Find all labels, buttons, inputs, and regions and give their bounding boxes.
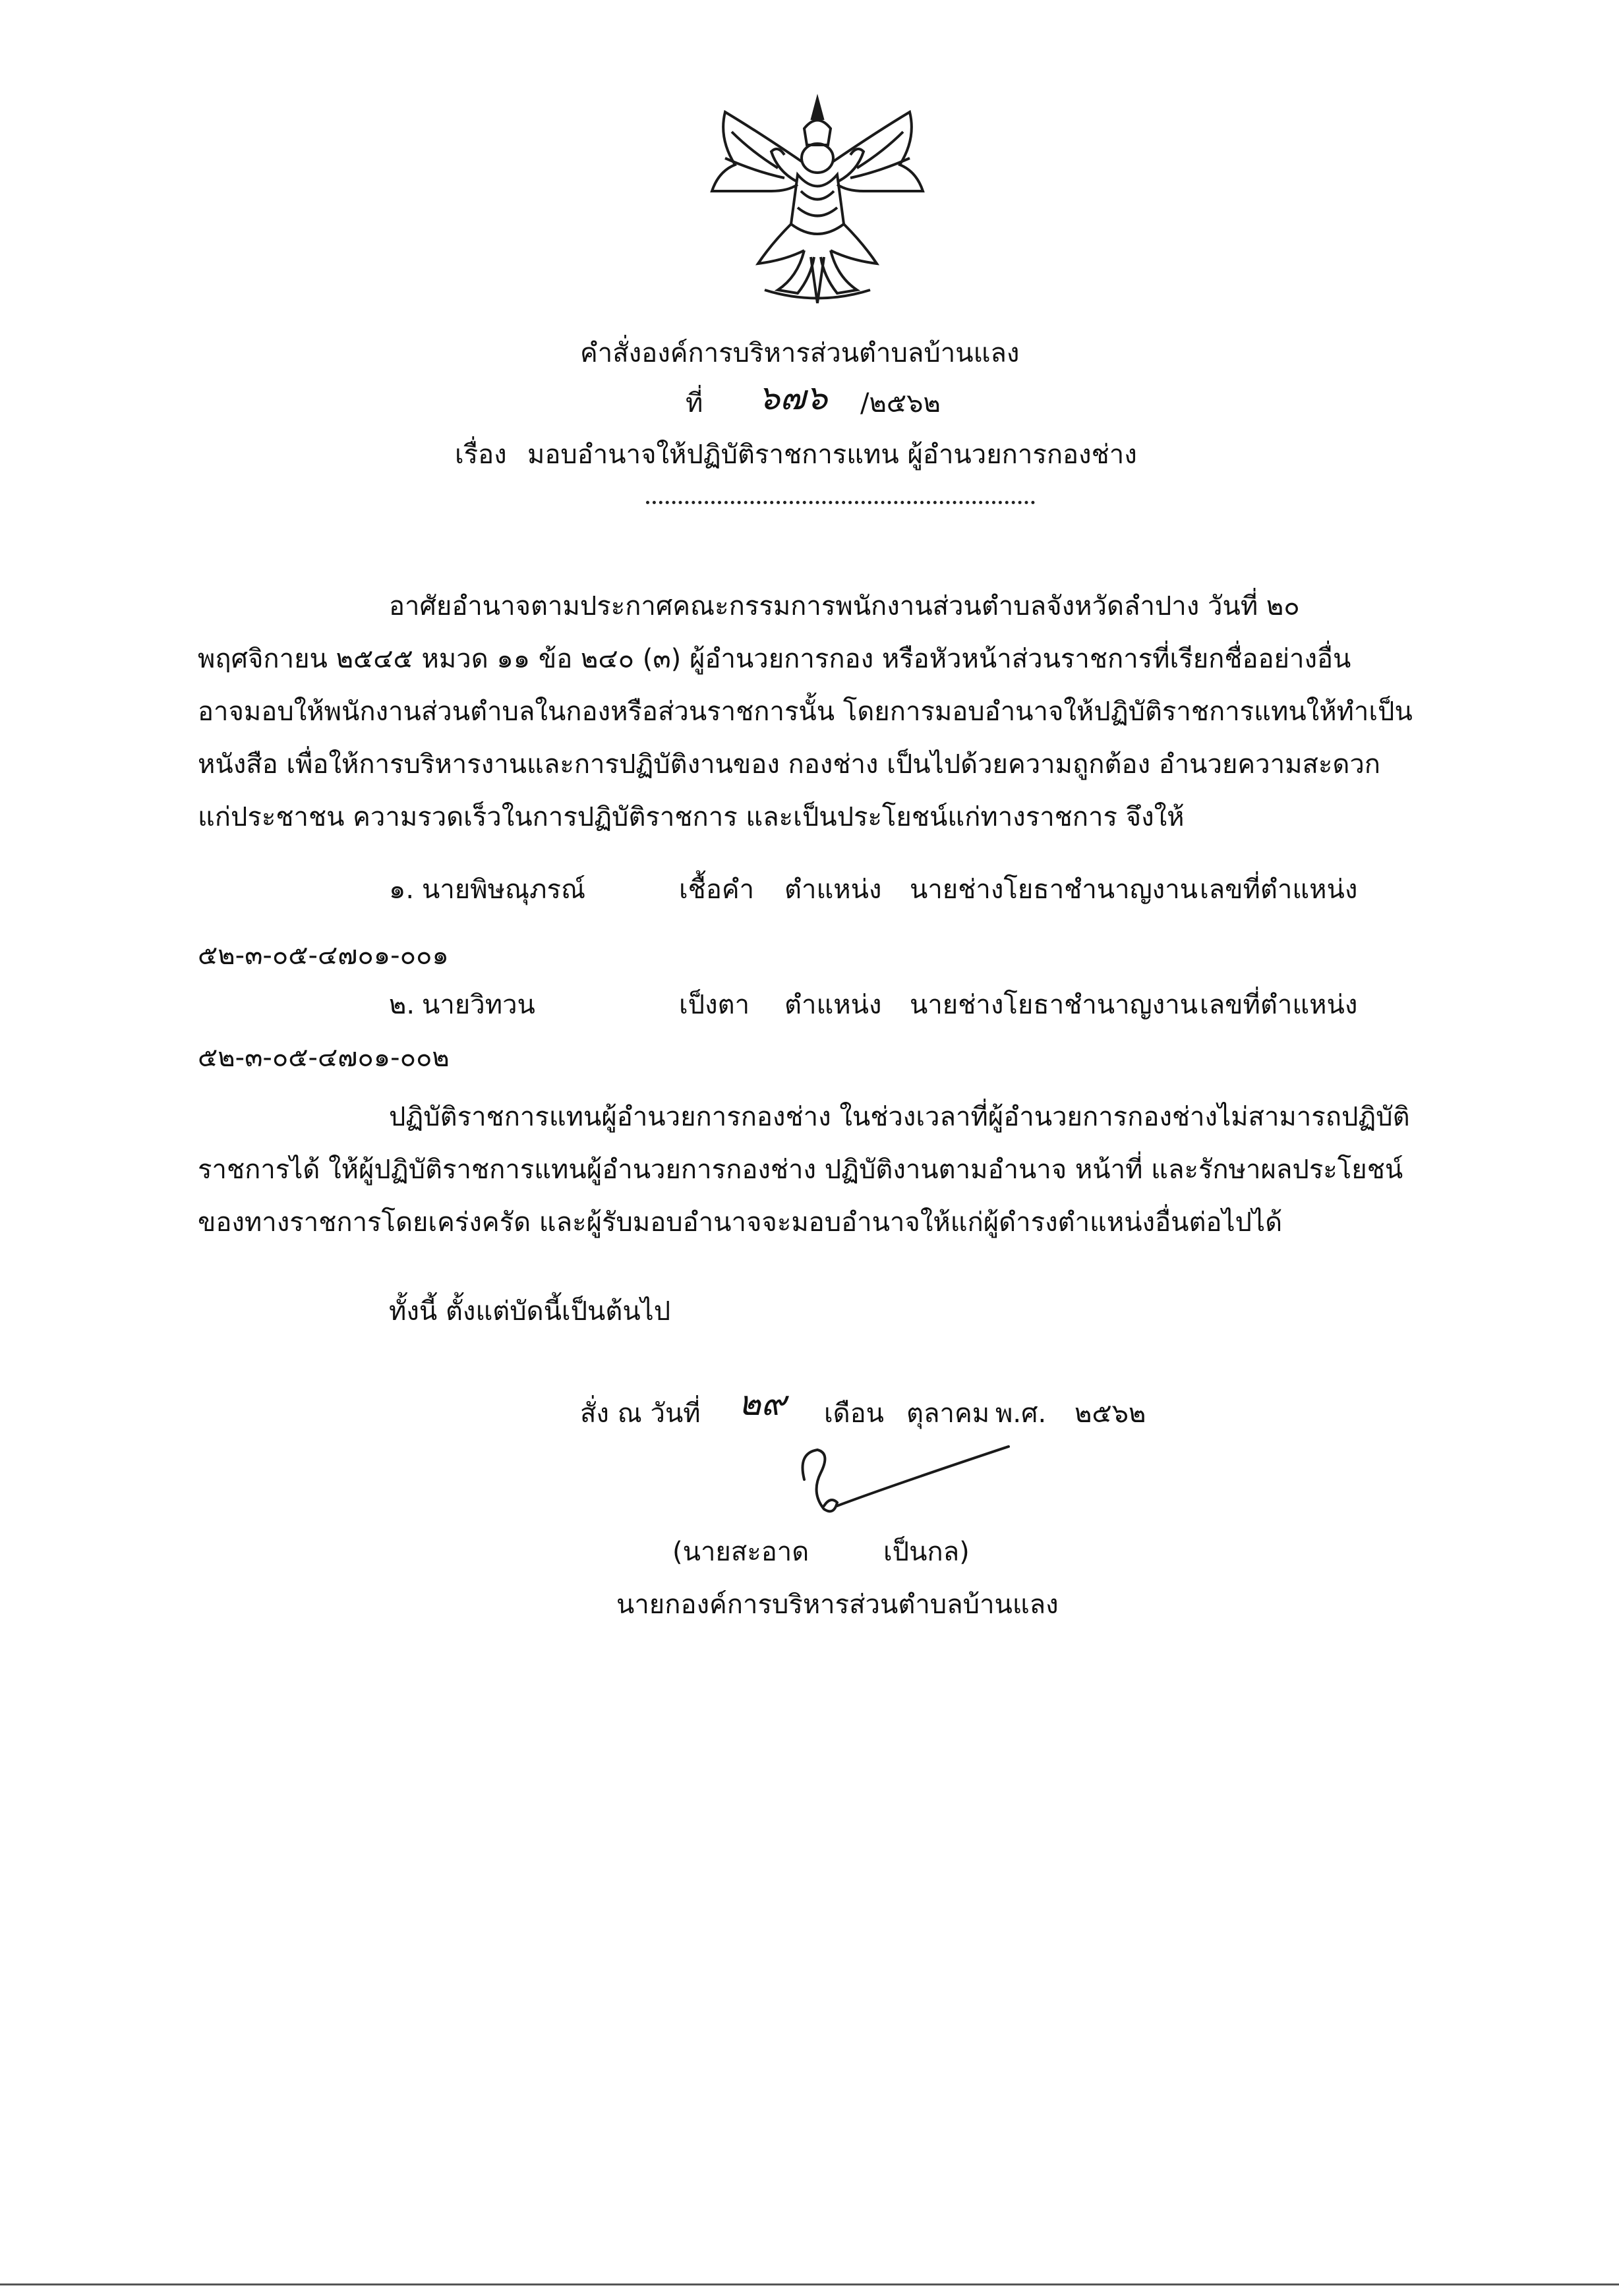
person-surname: เป็งตา bbox=[679, 990, 750, 1020]
ordered-prefix: สั่ง ณ วันที่ bbox=[580, 1398, 701, 1429]
effective-statement: ทั้งนี้ ตั้งแต่บัดนี้เป็นต้นไป bbox=[389, 1296, 671, 1327]
para1-line: อาจมอบให้พนักงานส่วนตำบลในกองหรือส่วนราชการนั้น โดยการมอบอำนาจให้ปฏิบัติราชการแทนให้ทำเป็น bbox=[198, 697, 1413, 727]
signatory-name-close: เป็นกล) bbox=[883, 1537, 970, 1567]
ordered-month: ตุลาคม bbox=[906, 1398, 990, 1429]
order-title: คำสั่งองค์การบริหารส่วนตำบลบ้านแลง bbox=[580, 338, 1020, 368]
header-divider bbox=[646, 501, 1035, 504]
person-position: นายช่างโยธาชำนาญงาน bbox=[910, 990, 1198, 1020]
para2-line: ของทางราชการโดยเคร่งครัด และผู้รับมอบอำนาจจะมอบอำนาจให้แก่ผู้ดำรงตำแหน่งอื่นต่อไปได้ bbox=[198, 1207, 1283, 1238]
person-name: นายพิษณุภรณ์ bbox=[422, 875, 586, 905]
para1-line: แก่ประชาชน ความรวดเร็วในการปฏิบัติราชการ และเป็นประโยชน์แก่ทางราชการ จึงให้ bbox=[198, 802, 1185, 832]
year-label: พ.ศ. bbox=[995, 1398, 1047, 1429]
person-surname: เชื้อคำ bbox=[679, 875, 755, 905]
position-label: ตำแหน่ง bbox=[784, 875, 882, 905]
position-number-label: เลขที่ตำแหน่ง bbox=[1200, 875, 1358, 905]
position-number: ๕๒-๓-๐๕-๔๗๐๑-๐๐๑ bbox=[198, 940, 449, 971]
position-number: ๕๒-๓-๐๕-๔๗๐๑-๐๐๒ bbox=[198, 1043, 450, 1073]
garuda-emblem-icon bbox=[699, 92, 936, 310]
para2-line: ปฏิบัติราชการแทนผู้อำนวยการกองช่าง ในช่วงเวลาที่ผู้อำนวยการกองช่างไม่สามารถปฏิบัติ bbox=[389, 1102, 1410, 1132]
para1-line: หนังสือ เพื่อให้การบริหารงานและการปฏิบัติงานของ กองช่าง เป็นไปด้วยความถูกต้อง อำนวยความสะดวก bbox=[198, 749, 1381, 780]
scan-bottom-edge bbox=[0, 2283, 1619, 2285]
position-number-label: เลขที่ตำแหน่ง bbox=[1200, 990, 1358, 1020]
person-position: นายช่างโยธาชำนาญงาน bbox=[910, 875, 1198, 905]
ordered-year: ๒๕๖๒ bbox=[1074, 1398, 1146, 1429]
position-label: ตำแหน่ง bbox=[784, 990, 882, 1020]
person-no: ๑. bbox=[389, 875, 415, 905]
person-name: นายวิทวน bbox=[422, 990, 535, 1020]
order-number-prefix: ที่ bbox=[686, 388, 703, 418]
signatory-position: นายกองค์การบริหารส่วนตำบลบ้านแลง bbox=[616, 1590, 1059, 1620]
order-number-year: /๒๕๖๒ bbox=[860, 388, 941, 418]
month-label: เดือน bbox=[824, 1398, 885, 1429]
subject-label: เรื่อง bbox=[455, 440, 507, 470]
subject-text: มอบอำนาจให้ปฏิบัติราชการแทน ผู้อำนวยการกองช่าง bbox=[527, 440, 1137, 470]
para1-line: พฤศจิกายน ๒๕๔๕ หมวด ๑๑ ข้อ ๒๔๐ (๓) ผู้อำนวยการกอง หรือหัวหน้าส่วนราชการที่เรียกชื่ออย่างอื่น bbox=[198, 644, 1351, 674]
ordered-day-handwritten: ๒๙ bbox=[738, 1384, 786, 1423]
para2-line: ราชการได้ ให้ผู้ปฏิบัติราชการแทนผู้อำนวยการกองช่าง ปฏิบัติงานตามอำนาจ หน้าที่ และรักษาผลประโยชน์ bbox=[198, 1155, 1403, 1185]
para1-line: อาศัยอำนาจตามประกาศคณะกรรมการพนักงานส่วนตำบลจังหวัดลำปาง วันที่ ๒๐ bbox=[389, 591, 1300, 621]
handwritten-signature bbox=[791, 1433, 1028, 1526]
order-number-handwritten: ๖๗๖ bbox=[758, 378, 828, 418]
signatory-name-open: (นายสะอาด bbox=[672, 1537, 810, 1567]
person-no: ๒. bbox=[389, 990, 415, 1020]
